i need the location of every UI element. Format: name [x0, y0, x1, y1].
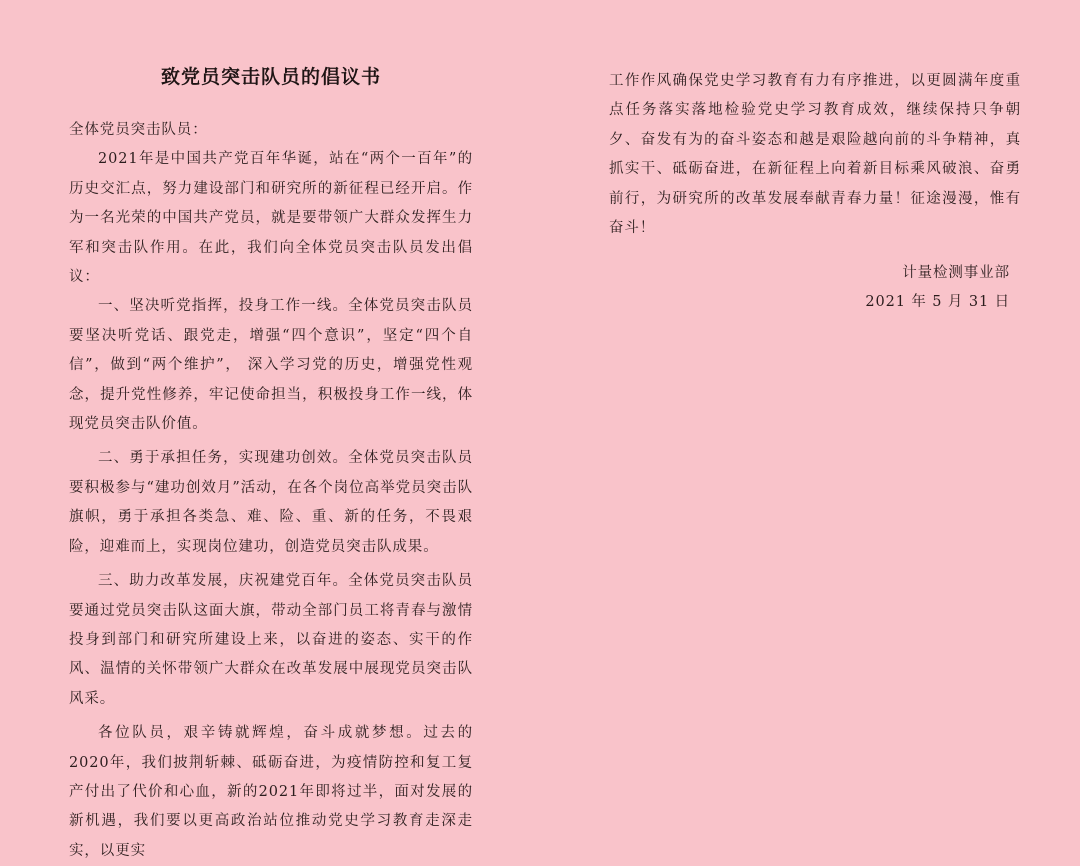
paragraph-closing: 各位队员，艰辛铸就辉煌，奋斗成就梦想。过去的2020年，我们披荆斩棘、砥砺奋进，为疫情防控和复工复产付出了代价和心血，新的2021年即将过半，面对发展的新机遇，我们要以更高政治站位推动党史学习教育走深走实，以更实 — [69, 725, 473, 859]
paragraph-intro: 2021年是中国共产党百年华诞，站在“两个一百年”的历史交汇点，努力建设部门和研究所的新征程已经开启。作为一名光荣的中国共产党员，就是要带领广大群众发挥生力军和突击队作用。在此，我们向全体党员突击队员发出倡议： — [69, 151, 473, 286]
left-column — [69, 116, 473, 866]
paragraph-closing-continued: 工作作风确保党史学习教育有力有序推进，以更圆满年度重点任务落实落地检验党史学习教育成效，继续保持只争朝夕、奋发有为的奋斗姿态和越是艰险越向前的斗争精神，真抓实干、砥砺奋进，在新征程上向着新目标乘风破浪、奋勇前行，为研究所的改革发展奉献青春力量！征途漫漫，惟有奋斗！ — [609, 73, 1021, 237]
document-title: 致党员突击队员的倡议书 — [160, 66, 381, 88]
paragraph-point-three: 三、助力改革发展，庆祝建党百年。全体党员突击队员要通过党员突击队这面大旗，带动全部门员工将青春与激情投身到部门和研究所建设上来，以奋进的姿态、实干的作风、温情的关怀带领广大群众在改革发展中展现党员突击队风采。 — [69, 573, 473, 707]
signature-block — [865, 259, 1010, 318]
signature-date: 2021 年 5 月 31 日 — [865, 294, 1010, 311]
paragraph-point-two: 二、勇于承担任务，实现建功创效。全体党员突击队员要积极参与“建功创效月”活动，在各个岗位高举党员突击队旗帜，勇于承担各类急、难、险、重、新的任务，不畏艰险，迎难而上，实现岗位建功，创造党员突击队成果。 — [69, 450, 473, 555]
signature-organization: 计量检测事业部 — [902, 265, 1010, 281]
salutation: 全体党员突击队员： — [69, 122, 208, 138]
paragraph-point-one: 一、坚决听党指挥，投身工作一线。全体党员突击队员要坚决听党话、跟党走，增强“四个意识”，坚定“四个自信”，做到“两个维护”， 深入学习党的历史，增强党性观念，提升党性修养，牢记使命担当，积极投身工作一线，体现党员突击队价值。 — [69, 298, 473, 433]
right-column — [609, 67, 1021, 243]
